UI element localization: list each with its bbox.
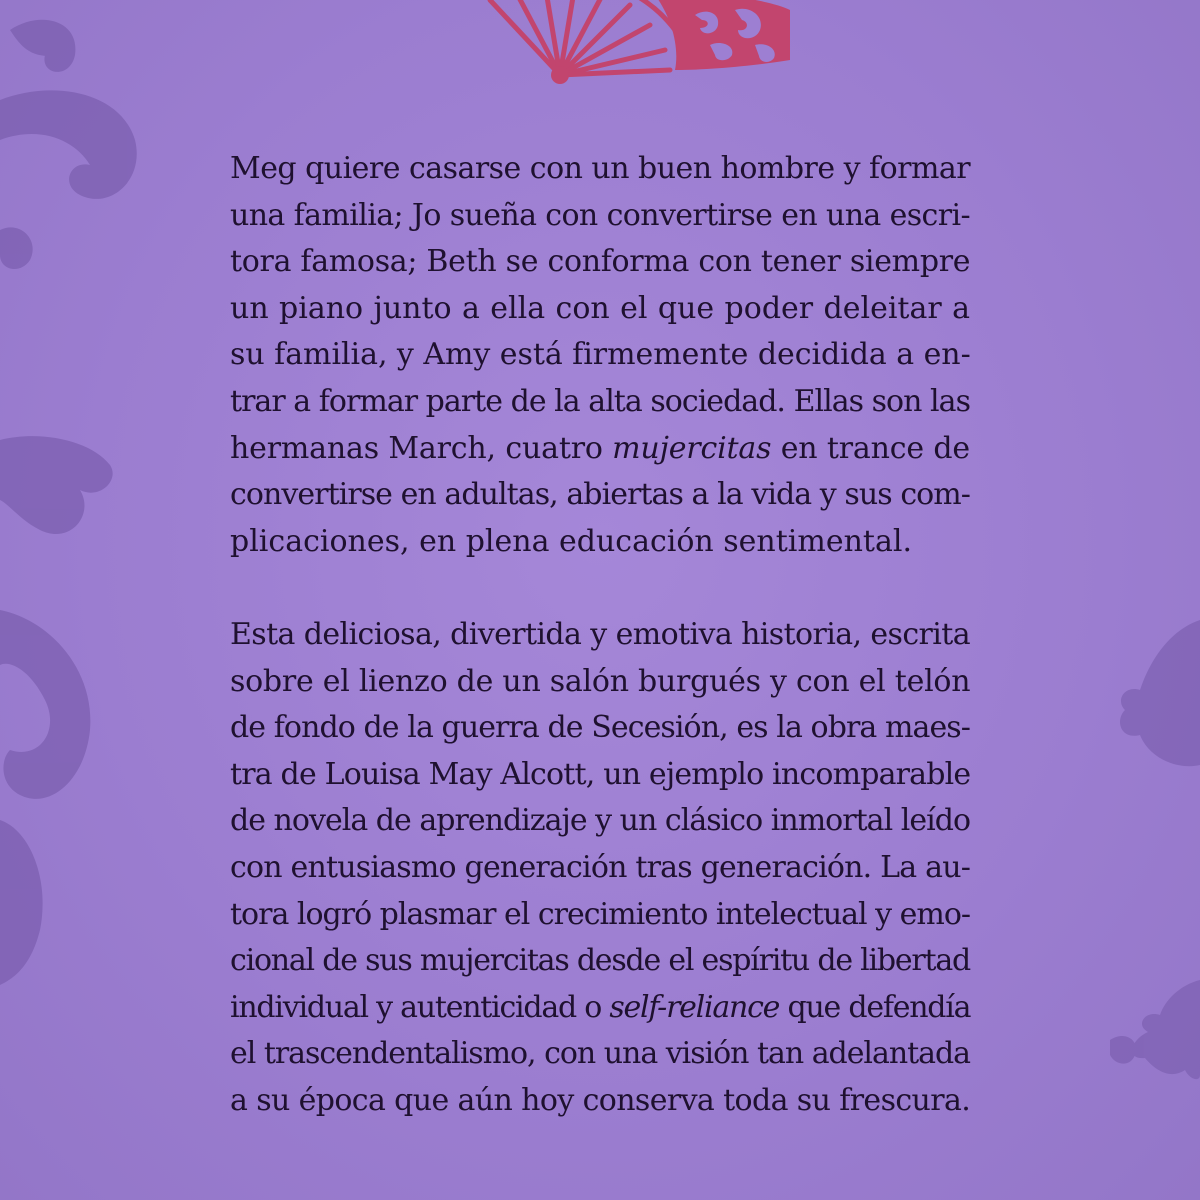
text-line: de novela de aprendizaje y un clásico inmortal leído	[230, 803, 971, 839]
text-line	[230, 985, 970, 1032]
baroque-scroll-ornament-left-icon	[0, 0, 160, 1200]
italic-term: self-reliance	[609, 989, 780, 1025]
text-line: su familia, y Amy está firmemente decidida a en-	[230, 337, 971, 373]
text-line: plicaciones, en plena educación sentimental.	[230, 523, 912, 559]
text-line: a su época que aún hoy conserva toda su frescura.	[230, 1082, 971, 1118]
text-line: una familia; Jo sueña con convertirse en una escri-	[230, 197, 970, 233]
text-line: Esta deliciosa, divertida y emotiva historia, escrita	[230, 617, 970, 652]
text-line: cional de sus mujercitas desde el espíritu de libertad	[230, 943, 971, 979]
folding-fan-ornament-icon	[480, 0, 800, 90]
text-line: Meg quiere casarse con un buen hombre y formar	[230, 151, 971, 186]
text-line: sobre el lienzo de un salón burgués y con el telón	[230, 663, 971, 699]
text-line: un piano junto a ella con el que poder deleitar a	[230, 290, 970, 326]
text-segment: en trance de	[771, 430, 970, 466]
text-line	[230, 426, 970, 473]
synopsis-paragraph-1	[230, 146, 970, 565]
synopsis-paragraph-2	[230, 612, 970, 1125]
text-segment: que defendía	[779, 989, 971, 1025]
text-line: tra de Louisa May Alcott, un ejemplo incomparable	[230, 756, 971, 792]
text-segment: individual y autenticidad o	[230, 989, 610, 1025]
text-line: de fondo de la guerra de Secesión, es la obra maes-	[230, 710, 970, 746]
leaf-scroll-ornament-right-icon	[1070, 600, 1200, 1120]
text-line: con entusiasmo generación tras generación. La au-	[230, 849, 971, 885]
text-line: convertirse en adultas, abiertas a la vida y sus com-	[230, 477, 970, 513]
text-line: el trascendentalismo, con una visión tan adelantada	[230, 1036, 970, 1072]
text-line: tora famosa; Beth se conforma con tener siempre	[230, 244, 971, 280]
italic-title: mujercitas	[612, 430, 772, 466]
text-segment: hermanas March, cuatro	[230, 430, 613, 466]
text-line: tora logró plasmar el crecimiento intelectual y emo-	[230, 896, 971, 932]
text-line: trar a formar parte de la alta sociedad. Ellas son las	[230, 383, 970, 419]
